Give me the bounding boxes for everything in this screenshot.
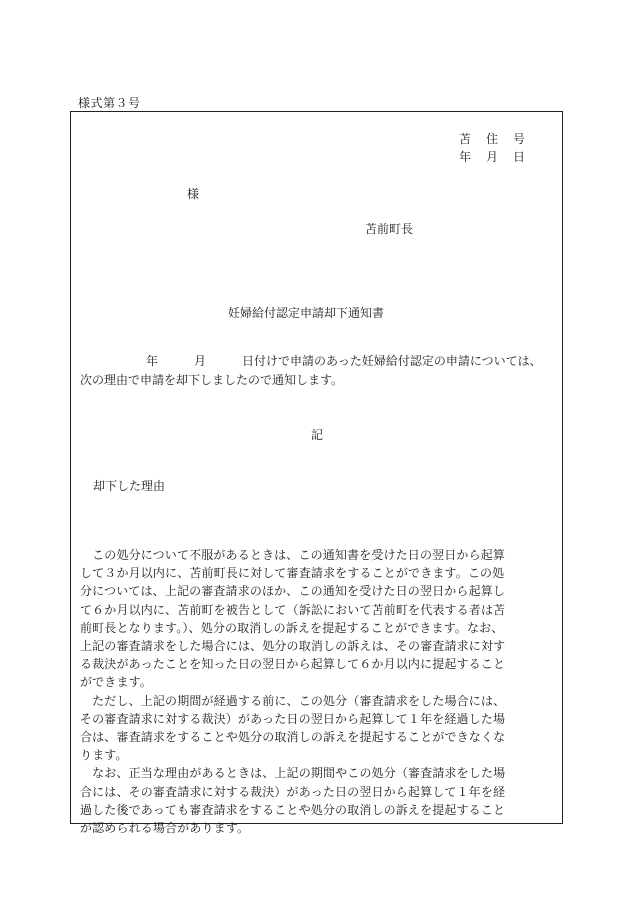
document-title: 妊婦給付認定申請却下通知書 (228, 306, 385, 320)
notice-line: 過した後であっても審査請求をすることや処分の取消しの訴えを提起すること (80, 802, 506, 817)
number-prefix: 苫 (459, 132, 472, 146)
intro-year: 年 (146, 354, 159, 368)
notice-line: 分については、上記の審査請求のほか、この通知を受けた日の翌日から起算し (80, 584, 506, 599)
notice-line: その審査請求に対する裁決）があった日の翌日から起算して１年を経過した場 (80, 711, 506, 726)
notice-line: ができます。 (80, 675, 152, 690)
ki-heading: 記 (311, 428, 324, 442)
date-year: 年 (459, 150, 472, 164)
notice-line: る裁決があったことを知った日の翌日から起算して６か月以内に提起すること (80, 657, 506, 672)
notice-line: ります。 (80, 748, 128, 763)
document-date (459, 151, 525, 163)
notice-line: が認められる場合があります。 (80, 821, 250, 836)
notice-line: 合は、審査請求をすることや処分の取消しの訴えを提起することができなくな (80, 730, 506, 745)
notice-line: して３か月以内に、苫前町長に対して審査請求をすることができます。この処 (80, 566, 505, 581)
intro-month: 月 (194, 354, 207, 368)
number-suffix: 号 (513, 132, 526, 146)
sender: 苫前町長 (365, 222, 414, 236)
notice-line: ただし、上記の期間が経過する前に、この処分（審査請求をした場合には、 (80, 693, 506, 708)
date-day: 日 (513, 150, 526, 164)
intro-line-1 (80, 352, 558, 371)
notice-line: 合には、その審査請求に対する裁決）があった日の翌日から起算して１年を経 (80, 784, 506, 799)
notice-line: て６か月以内に、苫前町を被告として（訴訟において苫前町を代表する者は苫 (80, 602, 506, 617)
notice-line: この処分について不服があるときは、この通知書を受けた日の翌日から起算 (80, 548, 506, 562)
reason-label: 却下した理由 (93, 479, 166, 493)
form-number-label: 様式第３号 (78, 96, 141, 110)
addressee: 様 (187, 187, 200, 201)
notice-line: 前町長となります。）、処分の取消しの訴えを提起することができます。なお、 (80, 620, 504, 635)
intro-line-2: 次の理由で申請を却下しましたので通知します。 (80, 373, 344, 387)
notice-line: 上記の審査請求をした場合には、処分の取消しの訴えは、その審査請求に対す (80, 639, 506, 654)
appeal-notice (80, 546, 558, 837)
intro-rest: 日付けで申請のあった妊婦給付認定の申請については、 (242, 354, 542, 368)
number-residence: 住 (486, 132, 499, 146)
date-month: 月 (486, 150, 499, 164)
document-number (459, 133, 525, 145)
notice-line: なお、正当な理由があるときは、上記の期間やこの処分（審査請求をした場 (80, 766, 506, 781)
intro-paragraph (80, 352, 558, 390)
